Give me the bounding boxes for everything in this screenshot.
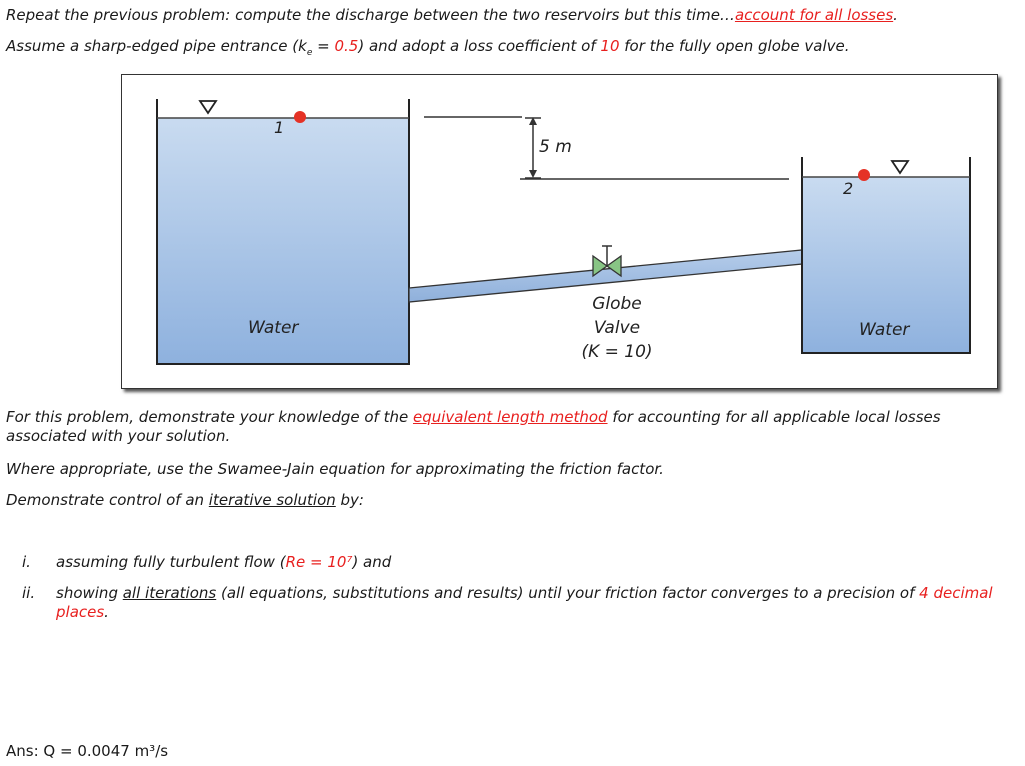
point-1-label: 1 bbox=[274, 118, 285, 137]
reynolds-number-value: Re = 10⁷ bbox=[285, 553, 353, 571]
account-for-all-losses-link[interactable]: account for all losses bbox=[734, 6, 894, 24]
right-water-label: Water bbox=[859, 320, 910, 340]
equals-text: = bbox=[312, 37, 335, 55]
equivalent-length-method-link[interactable]: equivalent length method bbox=[412, 408, 608, 426]
instruction-iterative bbox=[6, 491, 364, 510]
valve-label-line-2: Valve bbox=[593, 318, 641, 338]
iterative-post: by: bbox=[335, 491, 364, 509]
equivalent-length-pre: For this problem, demonstrate your knowledge of the bbox=[6, 408, 413, 426]
point-1-marker bbox=[294, 111, 306, 123]
all-iterations-link[interactable]: all iterations bbox=[122, 584, 217, 602]
valve-label-line-3: (K = 10) bbox=[581, 342, 653, 362]
loss-coefficient-text: ) and adopt a loss coefficient of bbox=[358, 37, 601, 55]
right-surface-triangle-icon bbox=[892, 161, 908, 173]
dimension-arrow-down-icon bbox=[529, 170, 537, 178]
list-item-text bbox=[56, 584, 1024, 622]
equivalent-length-post: for accounting for all applicable local losses associated with your solution. bbox=[6, 408, 941, 445]
globe-valve-text: for the fully open globe valve. bbox=[619, 37, 850, 55]
globe-valve-label bbox=[562, 292, 672, 364]
list-item-number: i. bbox=[22, 553, 31, 571]
entrance-text: Assume a sharp-edged pipe entrance (k bbox=[6, 37, 307, 55]
list-item-number: ii. bbox=[22, 584, 36, 602]
iterative-solution-link[interactable]: iterative solution bbox=[208, 491, 336, 509]
problem-statement-line-1 bbox=[6, 6, 898, 25]
list-item-pre: assuming fully turbulent flow ( bbox=[56, 553, 286, 571]
point-2-label: 2 bbox=[843, 179, 854, 198]
reservoir-diagram bbox=[121, 74, 998, 389]
statement-punct: . bbox=[893, 6, 898, 24]
iterative-pre: Demonstrate control of an bbox=[6, 491, 209, 509]
left-water-label: Water bbox=[248, 318, 299, 338]
list-item-post: ) and bbox=[352, 553, 392, 571]
list-item-pre: showing bbox=[56, 584, 123, 602]
head-difference-label: 5 m bbox=[539, 137, 572, 157]
point-2-marker bbox=[858, 169, 870, 181]
valve-label-line-1: Globe bbox=[592, 294, 642, 314]
instruction-swamee-jain: Where appropriate, use the Swamee-Jain equation for approximating the friction factor. bbox=[6, 460, 664, 478]
ke-subscript: e bbox=[306, 48, 313, 58]
list-item-mid: (all equations, substitutions and results) until your friction factor converges to a precision of bbox=[216, 584, 920, 602]
precision-value: 4 decimal places bbox=[56, 584, 993, 621]
answer-text: Ans: Q = 0.0047 m³/s bbox=[6, 742, 169, 760]
left-surface-triangle-icon bbox=[200, 101, 216, 113]
valve-k-value: 10 bbox=[600, 37, 620, 55]
list-item-post: . bbox=[104, 603, 109, 621]
statement-text: Repeat the previous problem: compute the discharge between the two reservoirs but this time… bbox=[6, 6, 735, 24]
list-item-text bbox=[56, 553, 1025, 572]
instruction-equivalent-length bbox=[6, 408, 1011, 446]
diagram-svg bbox=[122, 75, 997, 388]
problem-statement-line-2 bbox=[6, 37, 850, 63]
ke-value: 0.5 bbox=[334, 37, 359, 55]
